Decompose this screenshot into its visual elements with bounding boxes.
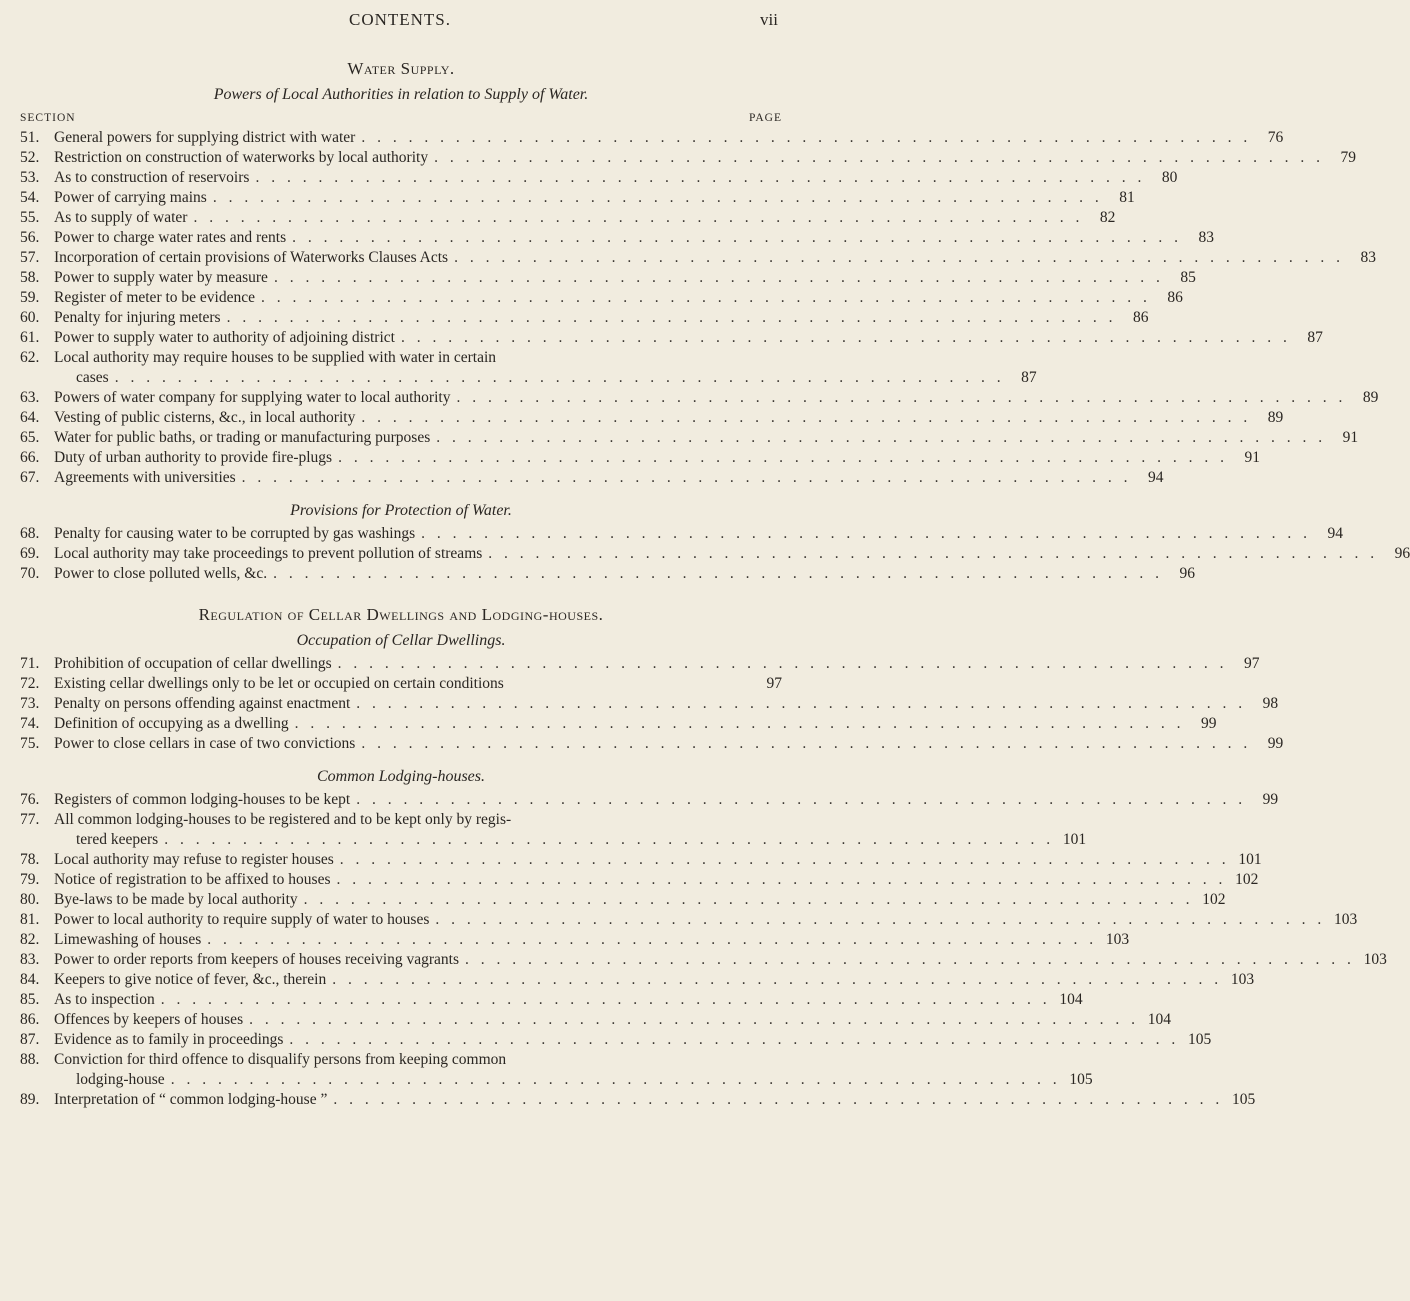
entry-page: 96 — [1179, 565, 1195, 582]
section-number: 55. — [20, 209, 40, 226]
entry-title: Power to supply water to authority of adjoining district — [54, 329, 395, 346]
section-number: 77. — [20, 811, 40, 828]
entry-line — [20, 654, 1260, 674]
entry-page: 99 — [1262, 791, 1279, 808]
leader-dots: . . . . . . . . . . . . . . . . . . . . . . . . . . . . . . . . . . . . . . . . . . . . . . . . . . . . . . . . . — [160, 991, 1051, 1008]
entry-page: 83 — [1198, 229, 1214, 246]
entry-page: 89 — [1267, 409, 1284, 426]
entry-page: 99 — [1267, 735, 1284, 752]
leader-dots: . . . . . . . . . . . . . . . . . . . . . . . . . . . . . . . . . . . . . . . . . . . . . . . . . . . . . . . . . — [261, 289, 1151, 306]
column-headers — [20, 108, 782, 128]
entry-line — [20, 990, 1083, 1010]
leader-dots: . . . . . . . . . . . . . . . . . . . . . . . . . . . . . . . . . . . . . . . . . . . . . . . . . . . . . . . . . — [303, 891, 1194, 908]
entry-page: 80 — [1161, 169, 1178, 186]
toc-entry — [20, 930, 1130, 950]
entry-line — [20, 524, 1344, 544]
entry-line — [20, 128, 1284, 148]
entry-line — [20, 870, 1259, 890]
entry-page: 91 — [1244, 449, 1260, 466]
entry-line — [20, 850, 1262, 870]
column-header-section: SECTION — [20, 112, 76, 124]
entry-title-first-line: Local authority may require houses to be supplied with water in certain — [54, 349, 497, 366]
toc-entry — [20, 790, 1279, 810]
toc-entry — [20, 308, 1149, 328]
entry-title: Registers of common lodging-houses to be kept — [54, 791, 351, 808]
entry-line — [20, 970, 1255, 990]
table-of-contents — [20, 56, 1410, 1110]
entry-page: 94 — [1327, 525, 1344, 542]
leader-dots: . . . . . . . . . . . . . . . . . . . . . . . . . . . . . . . . . . . . . . . . . . . . . . . . . . . . . . . . . — [294, 715, 1185, 732]
leader-dots: . . . . . . . . . . . . . . . . . . . . . . . . . . . . . . . . . . . . . . . . . . . . . . . . . . . . . . . . . — [434, 149, 1324, 166]
entry-page: 103 — [1363, 951, 1387, 968]
section-number: 65. — [20, 429, 40, 446]
toc-entry — [20, 408, 1284, 428]
toc-entry — [20, 288, 1183, 308]
entry-line — [20, 950, 1387, 970]
toc-entry — [20, 810, 1087, 850]
leader-dots: . . . . . . . . . . . . . . . . . . . . . . . . . . . . . . . . . . . . . . . . . . . . . . . . . . . . . . . . . — [465, 951, 1355, 968]
leader-dots: . . . . . . . . . . . . . . . . . . . . . . . . . . . . . . . . . . . . . . . . . . . . . . . . . . . . . . . . . — [338, 449, 1228, 466]
group-subheading: Provisions for Protection of Water. — [290, 502, 512, 519]
leader-dots: . . . . . . . . . . . . . . . . . . . . . . . . . . . . . . . . . . . . . . . . . . . . . . . . . . . . . . . . . — [421, 525, 1312, 542]
leader-dots: . . . . . . . . . . . . . . . . . . . . . . . . . . . . . . . . . . . . . . . . . . . . . . . . . . . . . . . . . — [356, 695, 1247, 712]
toc-entry — [20, 248, 1376, 268]
leader-dots: . . . . . . . . . . . . . . . . . . . . . . . . . . . . . . . . . . . . . . . . . . . . . . . . . . . . . . . . . — [241, 469, 1132, 486]
entry-page: 96 — [1394, 545, 1410, 562]
section-number: 85. — [20, 991, 40, 1008]
toc-entry — [20, 348, 1037, 388]
entry-title: Power to charge water rates and rents — [54, 229, 287, 246]
leader-dots: . . . . . . . . . . . . . . . . . . . . . . . . . . . . . . . . . . . . . . . . . . . . . . . . . . . . . . . . . — [114, 369, 1005, 386]
toc-entry — [20, 694, 1279, 714]
entry-page: 76 — [1267, 129, 1284, 146]
entry-line — [20, 248, 1376, 268]
section-number: 74. — [20, 715, 40, 732]
entry-page: 105 — [1231, 1091, 1256, 1108]
leader-dots: . . . . . . . . . . . . . . . . . . . . . . . . . . . . . . . . . . . . . . . . . . . . . . . . . . . . . . . . . — [249, 1011, 1139, 1028]
toc-entry — [20, 544, 1410, 564]
leader-dots: . . . . . . . . . . . . . . . . . . . . . . . . . . . . . . . . . . . . . . . . . . . . . . . . . . . . . . . . . — [488, 545, 1379, 562]
toc-entry — [20, 328, 1323, 348]
entry-page: 97 — [1244, 655, 1260, 672]
toc-entry — [20, 910, 1358, 930]
leader-dots: . . . . . . . . . . . . . . . . . . . . . . . . . . . . . . . . . . . . . . . . . . . . . . . . . . . . . . . . . — [332, 971, 1223, 988]
entry-page: 79 — [1340, 149, 1356, 166]
leader-dots: . . . . . . . . . . . . . . . . . . . . . . . . . . . . . . . . . . . . . . . . . . . . . . . . . . . . . . . . . — [212, 189, 1103, 206]
entry-line — [20, 448, 1260, 468]
section-number: 70. — [20, 565, 40, 582]
toc-entry — [20, 428, 1359, 448]
group-subheading: Powers of Local Authorities in relation to Supply of Water. — [213, 86, 589, 103]
entry-title: Local authority may take proceedings to prevent pollution of streams — [54, 545, 483, 562]
section-number: 56. — [20, 229, 40, 246]
leader-dots: . . . . . . . . . . . . . . . . . . . . . . . . . . . . . . . . . . . . . . . . . . . . . . . . . . . . . . . . . — [400, 329, 1291, 346]
entry-title: Penalty on persons offending against enactment — [54, 695, 351, 712]
entry-title: Duty of urban authority to provide fire-plugs — [54, 449, 333, 466]
toc-entry — [20, 950, 1387, 970]
entry-title: Power of carrying mains — [54, 189, 207, 206]
section-number: 79. — [20, 871, 40, 888]
toc-entry — [20, 1050, 1093, 1090]
running-head-title: CONTENTS. — [348, 10, 452, 29]
entry-title: Restriction on construction of waterworks by local authority — [54, 149, 429, 166]
toc-entry — [20, 228, 1214, 248]
entry-line — [20, 408, 1284, 428]
toc-entry — [20, 268, 1196, 288]
entry-line — [20, 1030, 1212, 1050]
entry-title: Register of meter to be evidence — [54, 289, 255, 306]
toc-entry — [20, 674, 782, 694]
entry-line — [20, 930, 1130, 950]
entry-title: Definition of occupying as a dwelling — [54, 715, 289, 732]
toc-entry — [20, 1030, 1212, 1050]
entry-page: 81 — [1119, 189, 1135, 206]
entry-line — [20, 308, 1149, 328]
toc-entry — [20, 468, 1164, 488]
entry-line — [20, 288, 1183, 308]
section-number: 52. — [20, 149, 40, 166]
toc-entry — [20, 564, 1195, 584]
entry-page: 101 — [1238, 851, 1262, 868]
section-number: 58. — [20, 269, 40, 286]
section-number: 80. — [20, 891, 40, 908]
section-number: 78. — [20, 851, 40, 868]
entry-line — [20, 268, 1196, 288]
column-header-page: PAGE — [749, 112, 782, 124]
section-number: 53. — [20, 169, 40, 186]
page-number: vii — [760, 10, 778, 29]
entry-page: 103 — [1334, 911, 1358, 928]
entry-page: 83 — [1360, 249, 1376, 266]
entry-title: cases — [76, 369, 109, 386]
toc-entry — [20, 168, 1178, 188]
entry-page: 87 — [1307, 329, 1323, 346]
entry-title: Keepers to give notice of fever, &c., therein — [54, 971, 327, 988]
entry-title: Bye-laws to be made by local authority — [54, 891, 298, 908]
toc-entry — [20, 970, 1255, 990]
leader-dots: . . . . . . . . . . . . . . . . . . . . . . . . . . . . . . . . . . . . . . . . . . . . . . . . . . . . . . . . . — [361, 129, 1252, 146]
entry-title: General powers for supplying district with water — [54, 129, 356, 146]
leader-dots: . . . . . . . . . . . . . . . . . . . . . . . . . . . . . . . . . . . . . . . . . . . . . . . . . . . . . . . . . — [164, 831, 1055, 848]
toc-entry — [20, 890, 1226, 910]
toc-entry — [20, 1090, 1256, 1110]
running-head — [0, 10, 800, 34]
leader-dots: . . . . . . . . . . . . . . . . . . . . . . . . . . . . . . . . . . . . . . . . . . . . . . . . . . . . . . . . . — [292, 229, 1182, 246]
leader-dots: . . . . . . . . . . . . . . . . . . . . . . . . . . . . . . . . . . . . . . . . . . . . . . . . . . . . . . . . . — [337, 655, 1228, 672]
section-number: 72. — [20, 675, 40, 692]
entry-title: Penalty for causing water to be corrupted by gas washings — [54, 525, 416, 542]
entry-title: As to construction of reservoirs — [54, 169, 250, 186]
entry-title: Power to order reports from keepers of houses receiving vagrants — [54, 951, 460, 968]
leader-dots: . . . . . . . . . . . . . . . . . . . . . . . . . . . . . . . . . . . . . . . . . . . . . . . . . . . . . . . . . — [456, 389, 1347, 406]
entry-page: 94 — [1148, 469, 1164, 486]
entry-line — [20, 714, 1217, 734]
entry-page: 101 — [1062, 831, 1087, 848]
toc-entry — [20, 654, 1260, 674]
leader-dots: . . . . . . . . . . . . . . . . . . . . . . . . . . . . . . . . . . . . . . . . . . . . . . . . . . . . . . . . . — [435, 911, 1326, 928]
toc-entry — [20, 714, 1217, 734]
section-number: 76. — [20, 791, 40, 808]
section-gap — [20, 584, 782, 602]
entry-line — [20, 388, 1379, 408]
leader-dots: . . . . . . . . . . . . . . . . . . . . . . . . . . . . . . . . . . . . . . . . . . . . . . . . . . . . . . . . . — [356, 791, 1247, 808]
toc-entry — [20, 128, 1284, 148]
toc-entry — [20, 148, 1356, 168]
leader-dots: . . . . . . . . . . . . . . . . . . . . . . . . . . . . . . . . . . . . . . . . . . . . . . . . . . . . . . . . . — [273, 269, 1164, 286]
entry-title: Penalty for injuring meters — [54, 309, 221, 326]
toc-entry — [20, 524, 1344, 544]
entry-line — [20, 910, 1358, 930]
leader-dots: . . . . . . . . . . . . . . . . . . . . . . . . . . . . . . . . . . . . . . . . . . . . . . . . . . . . . . . . . — [226, 309, 1117, 326]
entry-title: Existing cellar dwellings only to be let or occupied on certain conditions — [54, 675, 504, 692]
leader-dots: . . . . . . . . . . . . . . . . . . . . . . . . . . . . . . . . . . . . . . . . . . . . . . . . . . . . . . . . . — [361, 409, 1252, 426]
toc-entry — [20, 870, 1259, 890]
leader-dots: . . . . . . . . . . . . . . . . . . . . . . . . . . . . . . . . . . . . . . . . . . . . . . . . . . . . . . . . . — [289, 1031, 1180, 1048]
entry-title: As to inspection — [54, 991, 155, 1008]
toc-entry — [20, 388, 1379, 408]
entry-title-first-line: Conviction for third offence to disqualify persons from keeping common — [54, 1051, 507, 1068]
entry-page: 97 — [766, 675, 782, 692]
entry-line — [20, 208, 1116, 228]
section-number: 88. — [20, 1051, 40, 1068]
entry-line — [20, 368, 1037, 388]
section-number: 89. — [20, 1091, 40, 1108]
entry-title: lodging-house — [76, 1071, 165, 1088]
entry-title: Powers of water company for supplying water to local authority — [54, 389, 451, 406]
leader-dots: . . . . . . . . . . . . . . . . . . . . . . . . . . . . . . . . . . . . . . . . . . . . . . . . . . . . . . . . . — [339, 851, 1230, 868]
entry-line — [20, 694, 1279, 714]
section-number: 63. — [20, 389, 40, 406]
entry-page: 102 — [1202, 891, 1226, 908]
leader-dots: . . . . . . . . . . . . . . . . . . . . . . . . . . . . . . . . . . . . . . . . . . . . . . . . . . . . . . . . . — [361, 735, 1252, 752]
entry-line — [20, 1070, 1093, 1090]
entry-title: Prohibition of occupation of cellar dwellings — [54, 655, 332, 672]
section-number: 68. — [20, 525, 40, 542]
group-subheading: Occupation of Cellar Dwellings. — [296, 632, 506, 649]
entry-page: 102 — [1235, 871, 1259, 888]
entry-page: 104 — [1059, 991, 1083, 1008]
entry-title: Vesting of public cisterns, &c., in local authority — [54, 409, 356, 426]
section-number: 73. — [20, 695, 40, 712]
toc-entry — [20, 734, 1284, 754]
entry-page: 103 — [1230, 971, 1255, 988]
entry-page: 86 — [1132, 309, 1149, 326]
entry-line — [20, 544, 1410, 564]
entry-line — [20, 188, 1135, 208]
entry-page: 103 — [1105, 931, 1130, 948]
entry-title: Limewashing of houses — [54, 931, 202, 948]
section-number: 82. — [20, 931, 40, 948]
section-number: 62. — [20, 349, 40, 366]
entry-page: 105 — [1188, 1031, 1212, 1048]
group-gap — [20, 754, 782, 764]
entry-page: 87 — [1021, 369, 1037, 386]
entry-page: 99 — [1200, 715, 1217, 732]
entry-title-first-line: All common lodging-houses to be registered and to be kept only by regis- — [54, 811, 512, 828]
section-number: 87. — [20, 1031, 40, 1048]
toc-entry — [20, 208, 1116, 228]
group-gap — [20, 488, 782, 498]
entry-line — [20, 168, 1178, 188]
entry-line — [20, 564, 1195, 584]
entry-title: Notice of registration to be affixed to houses — [54, 871, 331, 888]
entry-title: tered keepers — [76, 831, 159, 848]
leader-dots: . . . . . . . . . . . . . . . . . . . . . . . . . . . . . . . . . . . . . . . . . . . . . . . . . . . . . . . . . — [336, 871, 1227, 888]
entry-title: Incorporation of certain provisions of Waterworks Clauses Acts — [54, 249, 449, 266]
section-number: 59. — [20, 289, 40, 306]
entry-line — [20, 428, 1359, 448]
entry-line — [20, 674, 782, 694]
section-number: 57. — [20, 249, 40, 266]
section-number: 81. — [20, 911, 40, 928]
entry-title: Interpretation of “ common lodging-house ” — [54, 1091, 328, 1108]
section-number: 84. — [20, 971, 40, 988]
section-number: 61. — [20, 329, 40, 346]
leader-dots: . . . . . . . . . . . . . . . . . . . . . . . . . . . . . . . . . . . . . . . . . . . . . . . . . . . . . . . . . — [273, 565, 1163, 582]
leader-dots: . . . . . . . . . . . . . . . . . . . . . . . . . . . . . . . . . . . . . . . . . . . . . . . . . . . . . . . . . — [255, 169, 1146, 186]
toc-entry — [20, 850, 1262, 870]
entry-title: Power to close polluted wells, &c. — [54, 565, 268, 582]
section-number: 69. — [20, 545, 40, 562]
entry-line — [20, 734, 1284, 754]
entry-line — [20, 1010, 1171, 1030]
leader-dots: . . . . . . . . . . . . . . . . . . . . . . . . . . . . . . . . . . . . . . . . . . . . . . . . . . . . . . . . . — [170, 1071, 1061, 1088]
entry-line — [20, 468, 1164, 488]
entry-page: 104 — [1147, 1011, 1171, 1028]
entry-line — [20, 830, 1087, 850]
section-number: 86. — [20, 1011, 40, 1028]
entry-page: 89 — [1362, 389, 1379, 406]
section-number: 83. — [20, 951, 40, 968]
entry-line — [20, 890, 1226, 910]
toc-entry — [20, 990, 1083, 1010]
entry-title: Agreements with universities — [54, 469, 236, 486]
section-number: 51. — [20, 129, 40, 146]
toc-entry — [20, 188, 1135, 208]
entry-title: Power to supply water by measure — [54, 269, 268, 286]
section-number: 54. — [20, 189, 40, 206]
entry-line — [20, 328, 1323, 348]
entry-page: 105 — [1069, 1071, 1093, 1088]
entry-page: 85 — [1180, 269, 1196, 286]
entry-title: As to supply of water — [54, 209, 188, 226]
entry-page: 91 — [1342, 429, 1359, 446]
entry-title: Water for public baths, or trading or manufacturing purposes — [54, 429, 431, 446]
section-heading: Water Supply. — [347, 59, 455, 78]
leader-dots: . . . . . . . . . . . . . . . . . . . . . . . . . . . . . . . . . . . . . . . . . . . . . . . . . . . . . . . . . — [436, 429, 1327, 446]
entry-line — [20, 148, 1356, 168]
entry-title: Power to close cellars in case of two convictions — [54, 735, 356, 752]
leader-dots: . . . . . . . . . . . . . . . . . . . . . . . . . . . . . . . . . . . . . . . . . . . . . . . . . . . . . . . . . — [207, 931, 1098, 948]
toc-entry — [20, 448, 1260, 468]
entry-line — [20, 790, 1279, 810]
group-subheading: Common Lodging-houses. — [316, 768, 485, 785]
section-number: 75. — [20, 735, 40, 752]
entry-line — [20, 1090, 1256, 1110]
section-heading: Regulation of Cellar Dwellings and Lodging-houses. — [198, 605, 604, 624]
section-number: 60. — [20, 309, 40, 326]
entry-title: Local authority may refuse to register houses — [54, 851, 334, 868]
section-number: 71. — [20, 655, 40, 672]
leader-dots: . . . . . . . . . . . . . . . . . . . . . . . . . . . . . . . . . . . . . . . . . . . . . . . . . . . . . . . . . — [454, 249, 1344, 266]
entry-page: 98 — [1262, 695, 1279, 712]
section-number: 66. — [20, 449, 40, 466]
entry-title: Power to local authority to require supply of water to houses — [54, 911, 430, 928]
entry-page: 86 — [1167, 289, 1183, 306]
toc-entry — [20, 1010, 1171, 1030]
leader-dots: . . . . . . . . . . . . . . . . . . . . . . . . . . . . . . . . . . . . . . . . . . . . . . . . . . . . . . . . . — [193, 209, 1084, 226]
section-number: 67. — [20, 469, 40, 486]
entry-title: Offences by keepers of houses — [54, 1011, 244, 1028]
entry-line — [20, 228, 1214, 248]
entry-title: Evidence as to family in proceedings — [54, 1031, 284, 1048]
section-number: 64. — [20, 409, 40, 426]
leader-dots: . . . . . . . . . . . . . . . . . . . . . . . . . . . . . . . . . . . . . . . . . . . . . . . . . . . . . . . . . — [333, 1091, 1224, 1108]
entry-page: 82 — [1099, 209, 1116, 226]
